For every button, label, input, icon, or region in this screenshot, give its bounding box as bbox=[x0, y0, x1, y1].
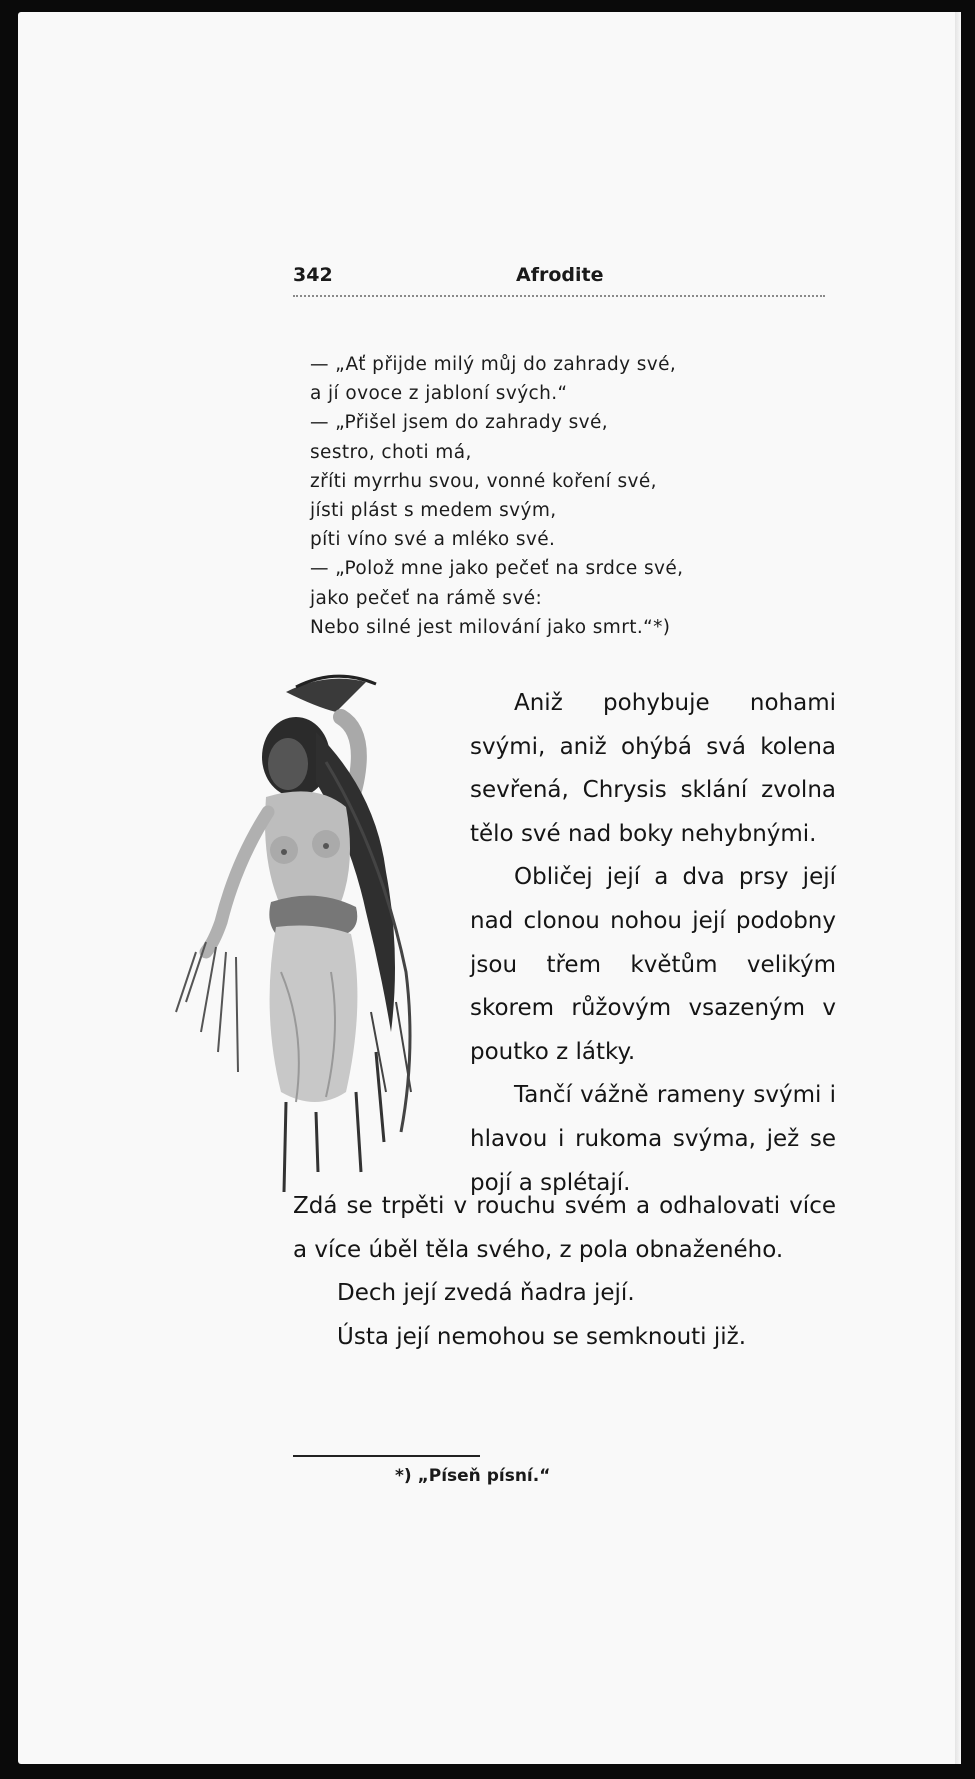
book-page bbox=[18, 12, 961, 1764]
verse-line: — „Přišel jsem do zahrady své, bbox=[310, 412, 609, 434]
full-width-paragraphs bbox=[293, 1185, 836, 1359]
running-title: Afrodite bbox=[516, 264, 604, 286]
verse-line: jako pečeť na rámě své: bbox=[310, 587, 543, 609]
verse-line: jísti plást s medem svým, bbox=[310, 500, 557, 522]
verse-line: sestro, choti má, bbox=[310, 441, 472, 463]
wrapped-paragraphs bbox=[470, 682, 836, 1205]
page-number: 342 bbox=[293, 264, 333, 286]
paragraph: Ústa její nemohou se semknouti již. bbox=[337, 1323, 747, 1350]
footnote-divider bbox=[293, 1455, 480, 1457]
paragraph: Obličej její a dva prsy její nad clonou nohou její podobny jsou třem květům velikým skorem růžovým vsazeným v poutko z látky. bbox=[470, 864, 836, 1065]
page-gutter bbox=[955, 12, 961, 1764]
paragraph: Tančí vážně rameny svými i hlavou i rukoma svýma, jež se pojí a splétají. bbox=[470, 1082, 836, 1196]
verse-line: píti víno své a mléko své. bbox=[310, 529, 556, 551]
paragraph: Zdá se trpěti v rouchu svém a odhalovati více a více úběl těla svého, z pola obnaženého. bbox=[293, 1193, 836, 1263]
verse-line: — „Ať přijde milý můj do zahrady své, bbox=[310, 354, 677, 375]
paragraph: Dech její zvedá ňadra její. bbox=[337, 1280, 635, 1307]
verse-line: a jí ovoce z jabloní svých.“ bbox=[310, 383, 568, 405]
verse-block bbox=[310, 350, 830, 642]
verse-line: zříti myrrhu svou, vonné koření své, bbox=[310, 470, 657, 492]
header-divider bbox=[293, 295, 825, 297]
dancer-illustration bbox=[166, 672, 466, 1192]
verse-line: Nebo silné jest milování jako smrt.“*) bbox=[310, 616, 671, 638]
footnote: *) „Píseň písní.“ bbox=[395, 1466, 551, 1486]
paragraph: Aniž pohybuje nohami svými, aniž ohýbá svá kolena sevřená, Chrysis sklání zvolna tělo své nad boky nehybnými. bbox=[470, 690, 836, 847]
verse-line: — „Polož mne jako pečeť na srdce své, bbox=[310, 558, 684, 580]
